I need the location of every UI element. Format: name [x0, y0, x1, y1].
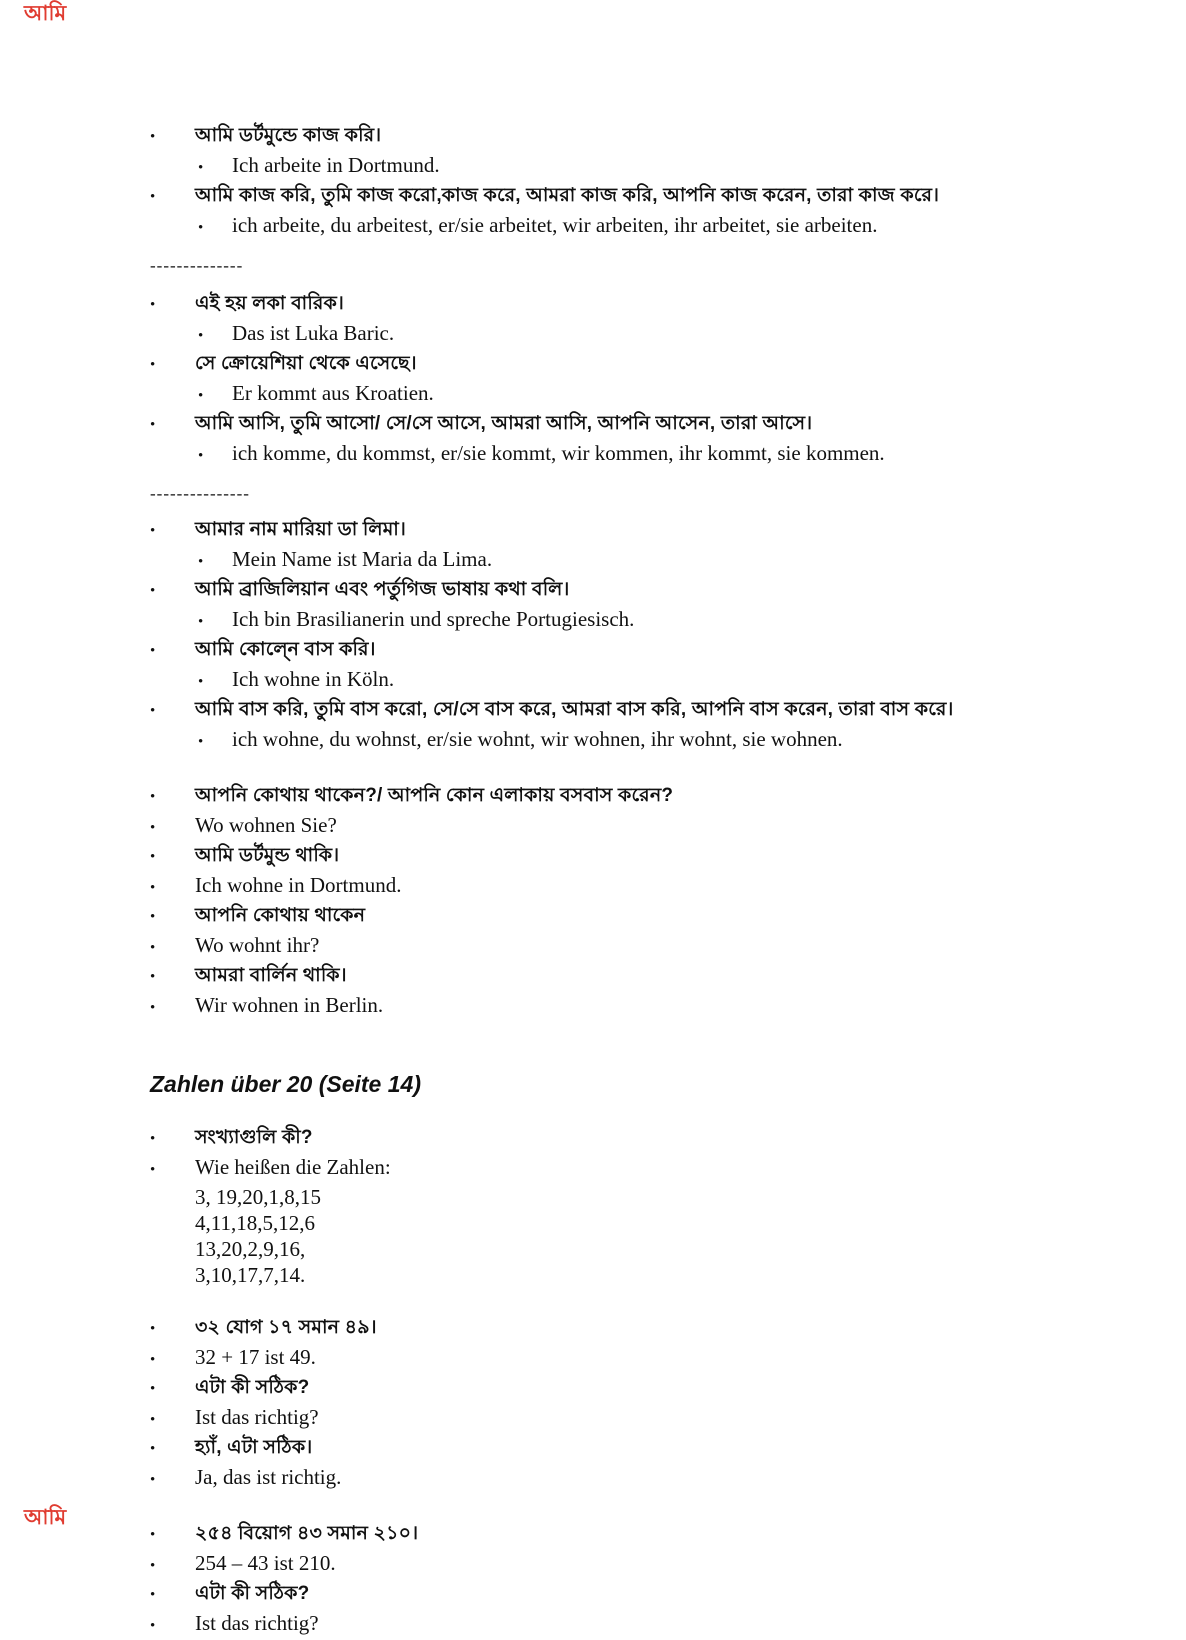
german-line: [150, 811, 1140, 842]
bullet-icon: •: [150, 523, 156, 539]
bengali-line: [150, 182, 1140, 211]
bullet-icon: •: [150, 940, 156, 956]
bullet-icon: •: [150, 789, 156, 805]
bengali-line: [150, 962, 1140, 991]
number-line: 4,11,18,5,12,6: [195, 1211, 315, 1235]
line-text: Ich wohne in Dortmund.: [195, 873, 402, 897]
german-line: [198, 725, 1140, 756]
german-line: [198, 665, 1140, 696]
bengali-line: [150, 636, 1140, 665]
line-text: ich arbeite, du arbeitest, er/sie arbeitet, wir arbeiten, ihr arbeitet, sie arbeiten.: [232, 213, 878, 237]
line-text: আমি বাস করি, তুমি বাস করো, সে/সে বাস করে, আমরা বাস করি, আপনি বাস করেন, তারা বাস করে।: [195, 699, 954, 720]
bullet-icon: •: [150, 297, 156, 313]
line-text: এটা কী সঠিক?: [195, 1583, 310, 1604]
line-text: Ich arbeite in Dortmund.: [232, 153, 440, 177]
bullet-icon: •: [150, 1558, 156, 1574]
bengali-line: [150, 350, 1140, 379]
line-text: Ist das richtig?: [195, 1405, 319, 1429]
line-text: আমরা বার্লিন থাকি।: [195, 965, 347, 986]
bullet-list: [150, 1124, 1140, 1288]
line-text: Ja, das ist richtig.: [195, 1465, 342, 1489]
bullet-icon: •: [198, 734, 204, 750]
line-text: Das ist Luka Baric.: [232, 321, 395, 345]
bullet-icon: •: [198, 554, 204, 570]
line-text: ৩২ যোগ ১৭ সমান ৪৯।: [195, 1317, 377, 1338]
line-text: ich komme, du kommst, er/sie kommt, wir kommen, ihr kommt, sie kommen.: [232, 441, 885, 465]
red-corner-mark-bottom-left: আমি: [24, 1506, 67, 1529]
bullet-icon: •: [150, 1000, 156, 1016]
bullet-icon: •: [150, 129, 156, 145]
bullet-icon: •: [198, 614, 204, 630]
line-text: ich wohne, du wohnst, er/sie wohnt, wir wohnen, ihr wohnt, sie wohnen.: [232, 727, 843, 751]
bullet-icon: •: [150, 1352, 156, 1368]
line-text: ২৫৪ বিয়োগ ৪৩ সমান ২১০।: [195, 1523, 419, 1544]
bengali-line: [150, 842, 1140, 871]
bullet-icon: •: [150, 1441, 156, 1457]
bullet-icon: •: [150, 909, 156, 925]
bullet-icon: •: [150, 849, 156, 865]
line-text: আমি ডর্টমুন্ড থাকি।: [195, 845, 340, 866]
line-text: Ist das richtig?: [195, 1611, 319, 1635]
bullet-icon: •: [198, 388, 204, 404]
line-text: Wo wohnen Sie?: [195, 813, 337, 837]
line-text: আমার নাম মারিয়া ডা লিমা।: [195, 519, 406, 540]
line-text: 32 + 17 ist 49.: [195, 1345, 316, 1369]
german-line: [150, 1463, 1140, 1494]
bullet-list: [150, 122, 1140, 242]
bengali-line: [150, 782, 1140, 811]
bullet-icon: •: [150, 1381, 156, 1397]
bullet-icon: •: [150, 1131, 156, 1147]
german-line: [198, 151, 1140, 182]
german-line: [150, 991, 1140, 1022]
line-text: এই হয় লকা বারিক।: [195, 293, 344, 314]
number-line: 3,10,17,7,14.: [195, 1263, 306, 1287]
line-text: এটা কী সঠিক?: [195, 1377, 310, 1398]
bullet-icon: •: [150, 583, 156, 599]
line-text: Ich wohne in Köln.: [232, 667, 395, 691]
bullet-icon: •: [198, 448, 204, 464]
bullet-icon: •: [198, 160, 204, 176]
german-line: [198, 545, 1140, 576]
bengali-line: [150, 1374, 1140, 1403]
line-text: আমি কোল্নে বাস করি।: [195, 639, 376, 660]
german-line: [150, 931, 1140, 962]
line-text: আমি ডর্টমুন্ডে কাজ করি।: [195, 125, 382, 146]
bullet-icon: •: [150, 703, 156, 719]
bullet-icon: •: [150, 880, 156, 896]
line-text: হ্যাঁ, এটা সঠিক।: [195, 1437, 313, 1458]
bullet-icon: •: [150, 357, 156, 373]
bengali-line: [150, 122, 1140, 151]
bullet-icon: •: [150, 1321, 156, 1337]
bengali-line: [150, 902, 1140, 931]
bullet-list: [150, 1520, 1140, 1640]
number-line: 13,20,2,9,16,: [195, 1237, 306, 1261]
bullet-icon: •: [150, 1472, 156, 1488]
bullet-icon: •: [198, 328, 204, 344]
german-line: [150, 1153, 1140, 1184]
section-divider: --------------: [150, 256, 244, 275]
bullet-icon: •: [150, 969, 156, 985]
bullet-icon: •: [150, 1618, 156, 1634]
german-line: [198, 379, 1140, 410]
german-line: [150, 1549, 1140, 1580]
bengali-line: [150, 1434, 1140, 1463]
german-line: [198, 211, 1140, 242]
bullet-list: [150, 516, 1140, 756]
german-line: [198, 605, 1140, 636]
line-text: Ich bin Brasilianerin und spreche Portugiesisch.: [232, 607, 635, 631]
line-text: আপনি কোথায় থাকেন?/ আপনি কোন এলাকায় বসবাস করেন?: [195, 785, 674, 806]
bengali-line: [150, 290, 1140, 319]
line-text: আমি আসি, তুমি আসো/ সে/সে আসে, আমরা আসি, আপনি আসেন, তারা আসে।: [195, 413, 813, 434]
bullet-icon: •: [150, 1162, 156, 1178]
line-text: Wo wohnt ihr?: [195, 933, 320, 957]
bullet-list: [150, 782, 1140, 1022]
bengali-line: [150, 1124, 1140, 1153]
german-line: [198, 439, 1140, 470]
bullet-icon: •: [198, 674, 204, 690]
bullet-icon: •: [150, 1412, 156, 1428]
bullet-icon: •: [198, 220, 204, 236]
bengali-line: [150, 410, 1140, 439]
line-text: 254 – 43 ist 210.: [195, 1551, 336, 1575]
bullet-icon: •: [150, 189, 156, 205]
bengali-line: [150, 696, 1140, 725]
bullet-icon: •: [150, 643, 156, 659]
line-text: Wir wohnen in Berlin.: [195, 993, 384, 1017]
bengali-line: [150, 576, 1140, 605]
line-text: Mein Name ist Maria da Lima.: [232, 547, 493, 571]
line-text: Wie heißen die Zahlen:: [195, 1155, 391, 1179]
red-corner-mark-top-left: আমি: [24, 2, 67, 25]
line-text: Er kommt aus Kroatien.: [232, 381, 434, 405]
line-text: আপনি কোথায় থাকেন: [195, 905, 366, 926]
bengali-line: [150, 1520, 1140, 1549]
document-body: [150, 122, 1140, 1640]
line-text: আমি কাজ করি, তুমি কাজ করো,কাজ করে, আমরা কাজ করি, আপনি কাজ করেন, তারা কাজ করে।: [195, 185, 940, 206]
line-text: আমি ব্রাজিলিয়ান এবং পর্তুগিজ ভাষায় কথা বলি।: [195, 579, 570, 600]
section-heading: Zahlen über 20 (Seite 14): [150, 1071, 421, 1097]
section-divider: ---------------: [150, 484, 250, 503]
bullet-list: [150, 1314, 1140, 1494]
bengali-line: [150, 1314, 1140, 1343]
german-line: [150, 1343, 1140, 1374]
bullet-icon: •: [150, 417, 156, 433]
line-text: সংখ্যাগুলি কী?: [195, 1127, 313, 1148]
bullet-icon: •: [150, 1587, 156, 1603]
bengali-line: [150, 1580, 1140, 1609]
bullet-list: [150, 290, 1140, 470]
german-line: [150, 871, 1140, 902]
german-line: [150, 1609, 1140, 1640]
bullet-icon: •: [150, 1527, 156, 1543]
bengali-line: [150, 516, 1140, 545]
number-line: 3, 19,20,1,8,15: [195, 1185, 321, 1209]
line-text: সে ক্রোয়েশিয়া থেকে এসেছে।: [195, 353, 417, 374]
german-line: [198, 319, 1140, 350]
german-line: [150, 1403, 1140, 1434]
bullet-icon: •: [150, 820, 156, 836]
